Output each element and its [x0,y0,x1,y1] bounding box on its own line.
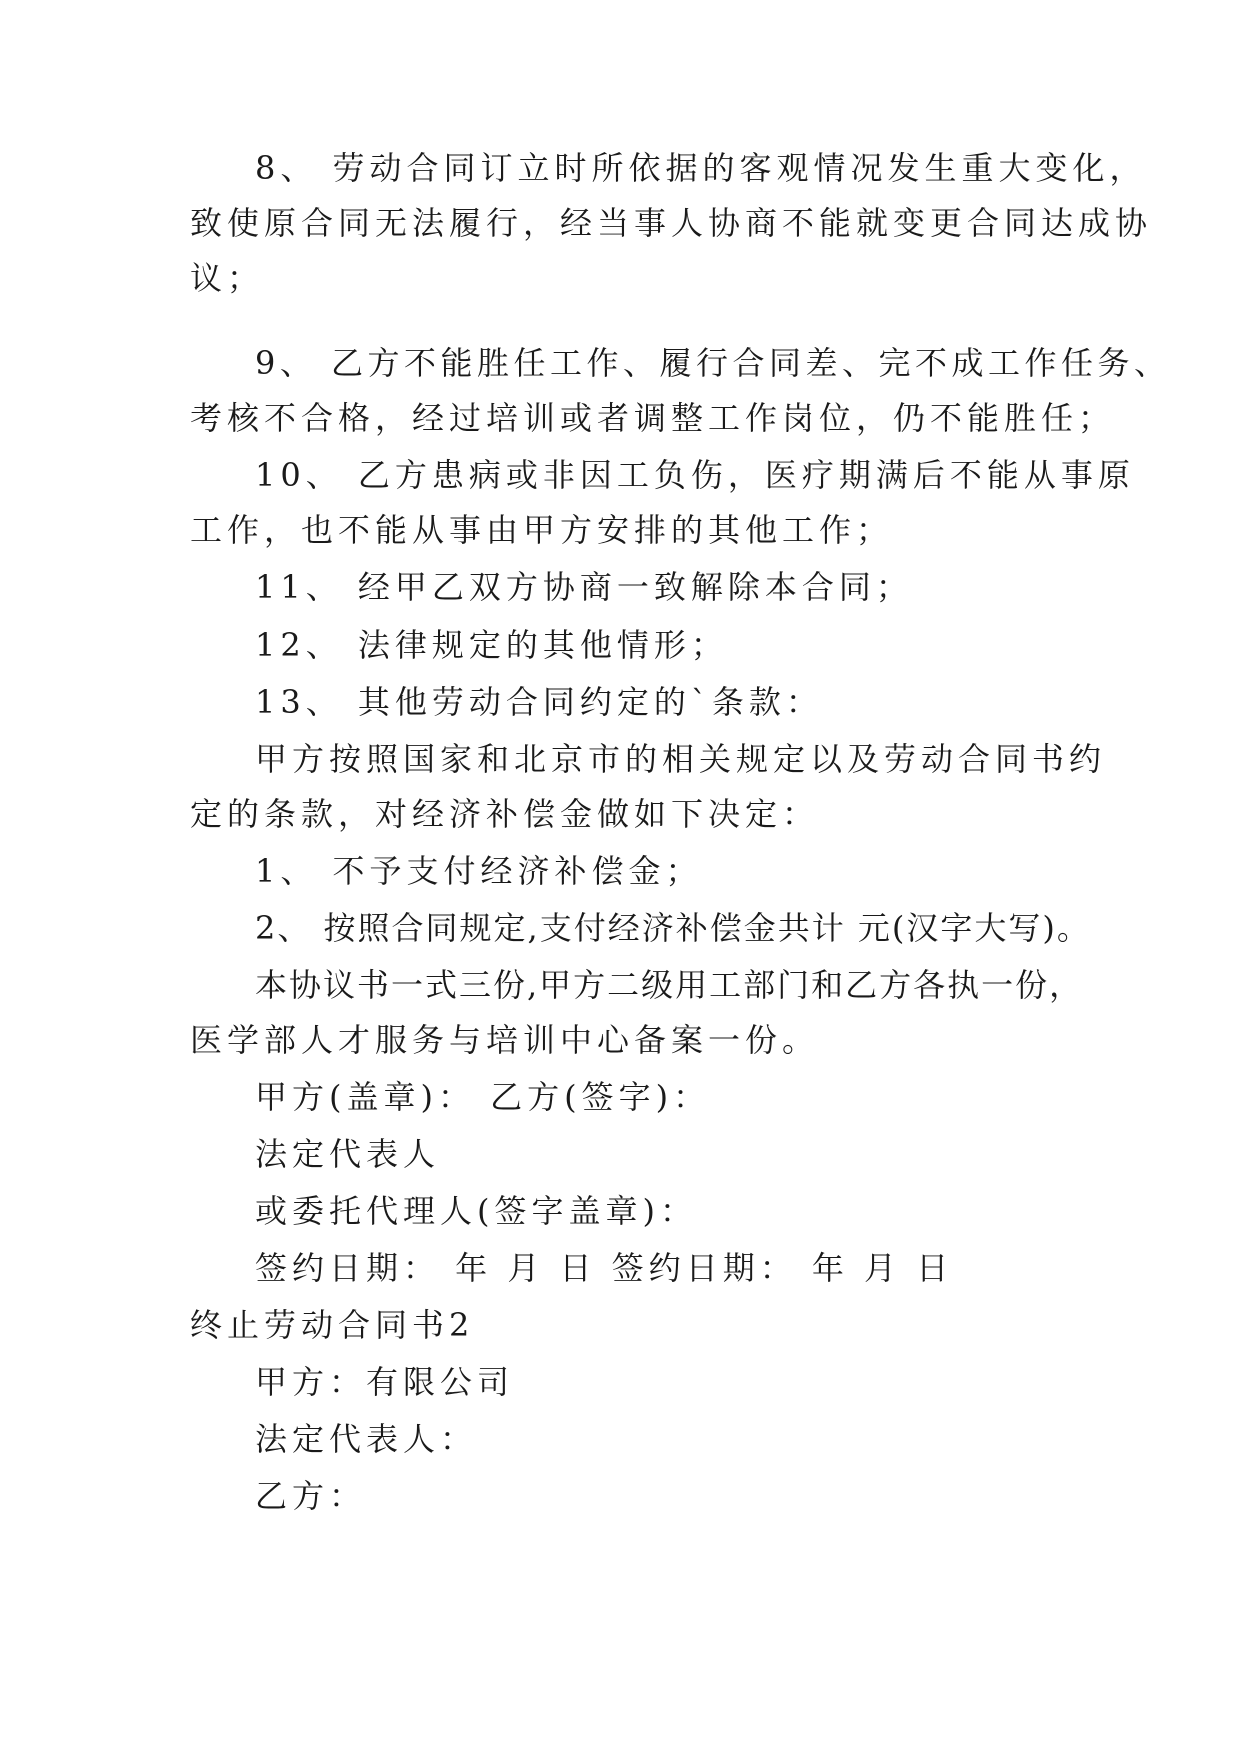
text-line: 2、 按照合同规定,支付经济补偿金共计 元(汉字大写)。 [255,909,1091,947]
text-line: 工作，也不能从事由甲方安排的其他工作； [190,511,894,549]
text-line: 考核不合格，经过培训或者调整工作岗位，仍不能胜任； [190,399,1116,437]
text-line: 1、 不予支付经济补偿金； [255,852,703,890]
text-line: 甲方按照国家和北京市的相关规定以及劳动合同书约 [255,740,1107,778]
text-line: 议； [190,259,265,297]
text-line: 或委托代理人(签字盖章)： [255,1192,697,1230]
text-line: 12、 法律规定的其他情形； [255,626,728,664]
text-line: 致使原合同无法履行，经当事人协商不能就变更合同达成协 [190,204,1153,242]
text-line: 甲方：有限公司 [255,1363,515,1401]
text-line: 9、 乙方不能胜任工作、履行合同差、完不成工作任务、 [255,344,1171,382]
section-heading: 终止劳动合同书2 [190,1306,475,1344]
text-line: 13、 其他劳动合同约定的`条款： [255,683,823,721]
text-line: 本协议书一式三份,甲方二级用工部门和乙方各执一份， [255,966,1084,1004]
text-line: 法定代表人： [255,1420,478,1458]
text-line: 10、 乙方患病或非因工负伤，医疗期满后不能从事原 [255,456,1135,494]
text-line: 法定代表人 [255,1135,441,1173]
text-line: 定的条款，对经济补偿金做如下决定： [190,795,820,833]
signature-parties-line: 甲方(盖章)： 乙方(签字)： [255,1078,711,1116]
text-line: 医学部人才服务与培训中心备案一份。 [190,1021,820,1059]
signing-date-line: 签约日期： 年 月 日 签约日期： 年 月 日 [255,1249,954,1287]
text-line: 乙方： [255,1477,367,1515]
text-line: 11、 经甲乙双方协商一致解除本合同； [255,568,913,606]
text-line: 8、 劳动合同订立时所依据的客观情况发生重大变化， [255,149,1147,187]
